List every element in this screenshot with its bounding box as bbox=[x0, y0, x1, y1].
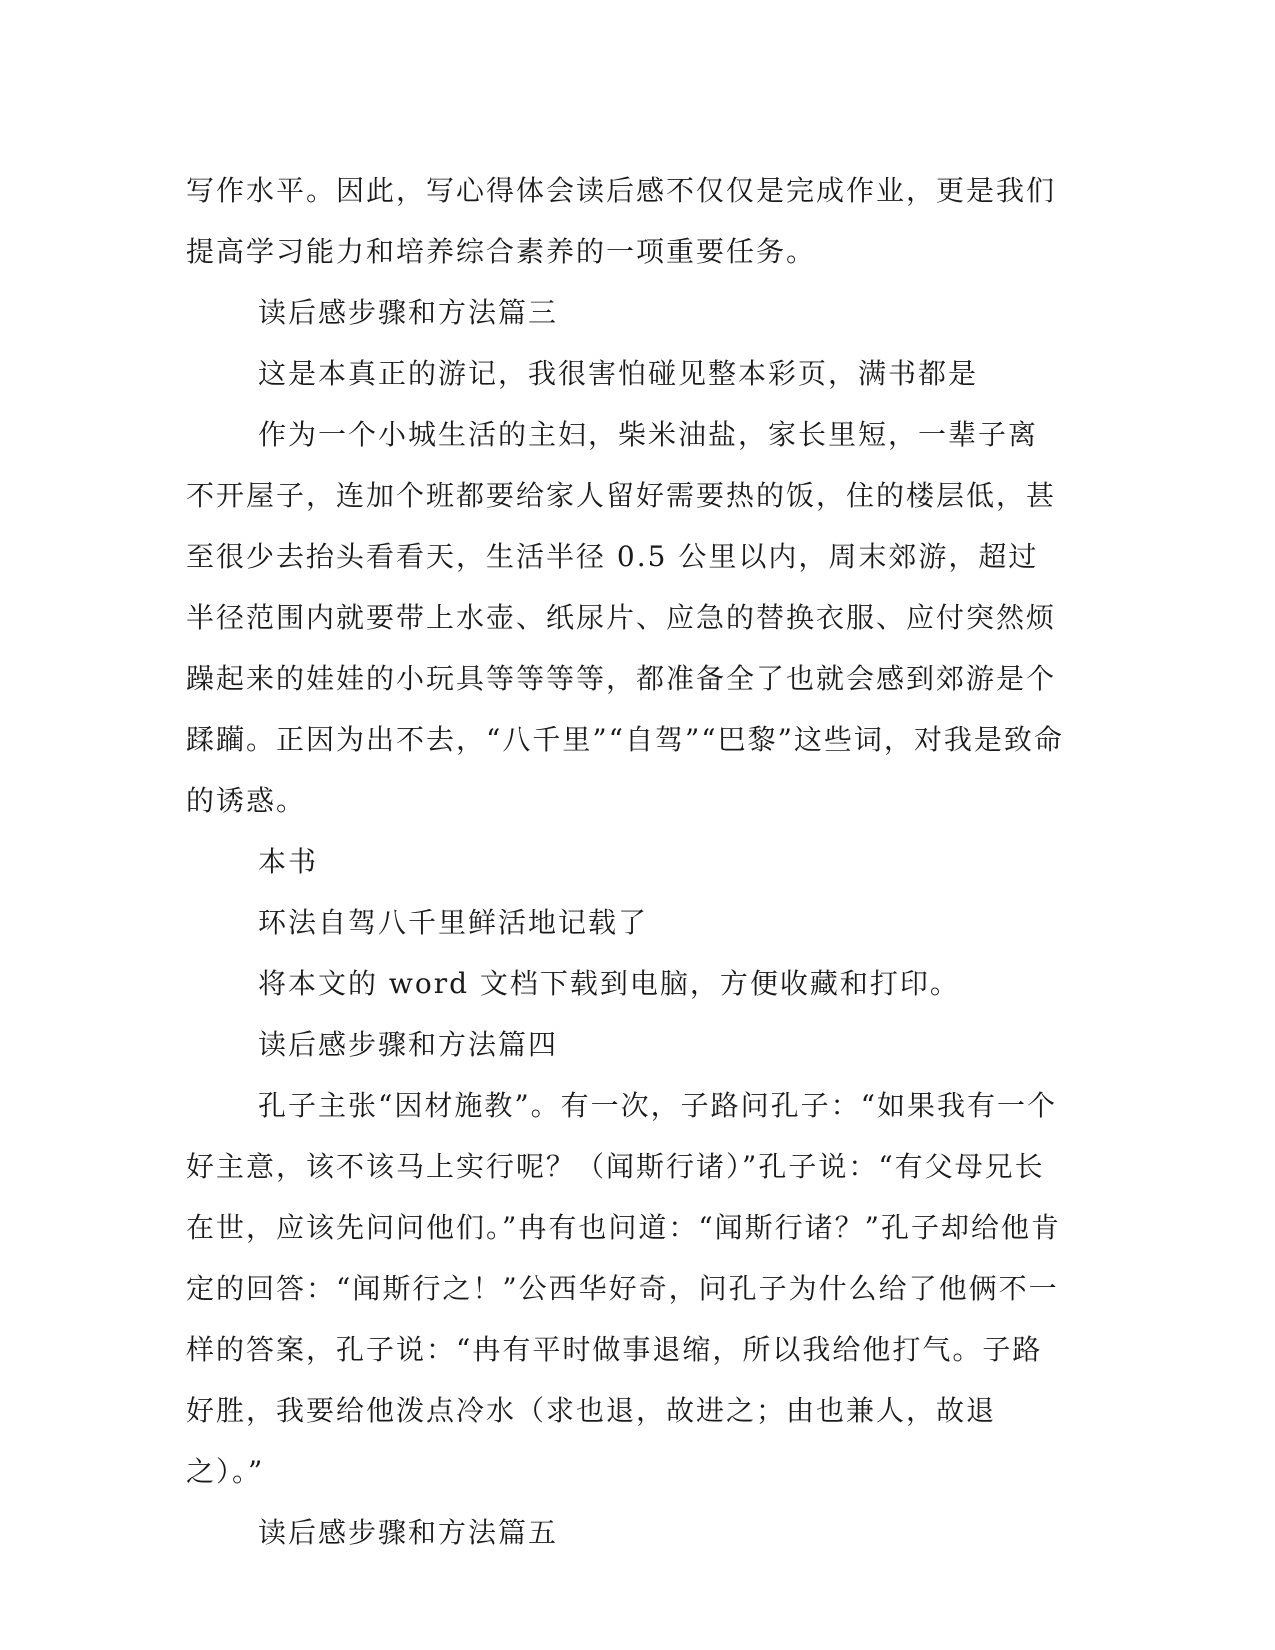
section-heading-part-4: 读后感步骤和方法篇四 bbox=[258, 1028, 559, 1061]
paragraph-download-note: 将本文的 word 文档下载到电脑，方便收藏和打印。 bbox=[258, 967, 960, 1000]
paragraph-travel-intro: 这是本真正的游记，我很害怕碰见整本彩页，满书都是 bbox=[258, 357, 979, 390]
paragraph-this-book: 本书 bbox=[258, 845, 319, 878]
paragraph-closing-text: 写作水平。因此，写心得体会读后感不仅仅是完成作业，更是我们提高学习能力和培养综合素养的一项重要任务。 bbox=[186, 174, 1057, 268]
section-heading-part-5: 读后感步骤和方法篇五 bbox=[258, 1516, 559, 1549]
paragraph-book-description: 环法自驾八千里鲜活地记载了 bbox=[258, 906, 649, 939]
document-body bbox=[186, 160, 1066, 1563]
paragraph-confucius-story: 孔子主张“因材施教”。有一次，子路问孔子：“如果我有一个好主意，该不该马上实行呢？（闻斯行诸）”孔子说：“有父母兄长在世，应该先问问他们。”冉有也问道：“闻斯行诸？”孔子却给他肯定的回答：“闻斯行之！”公西华好奇，问孔子为什么给了他俩不一样的答案，孔子说：“冉有平时做事退缩，所以我给他打气。子路好胜，我要给他泼点冷水（求也退，故进之；由也兼人，故退之）。” bbox=[186, 1089, 1061, 1488]
paragraph-housewife-life: 作为一个小城生活的主妇，柴米油盐，家长里短，一辈子离不开屋子，连加个班都要给家人留好需要热的饭，住的楼层低，甚至很少去抬头看看天，生活半径 0.5 公里以内，周末郊游，超过半径范围内就要带上水壶、纸尿片、应急的替换衣服、应付突然烦躁起来的娃娃的小玩具等等等等，都准备全了也就会感到郊游是个蹂躏。正因为出不去，“八千里”“自驾”“巴黎”这些词，对我是致命的诱惑。 bbox=[186, 418, 1064, 817]
section-heading-part-3: 读后感步骤和方法篇三 bbox=[258, 296, 559, 329]
